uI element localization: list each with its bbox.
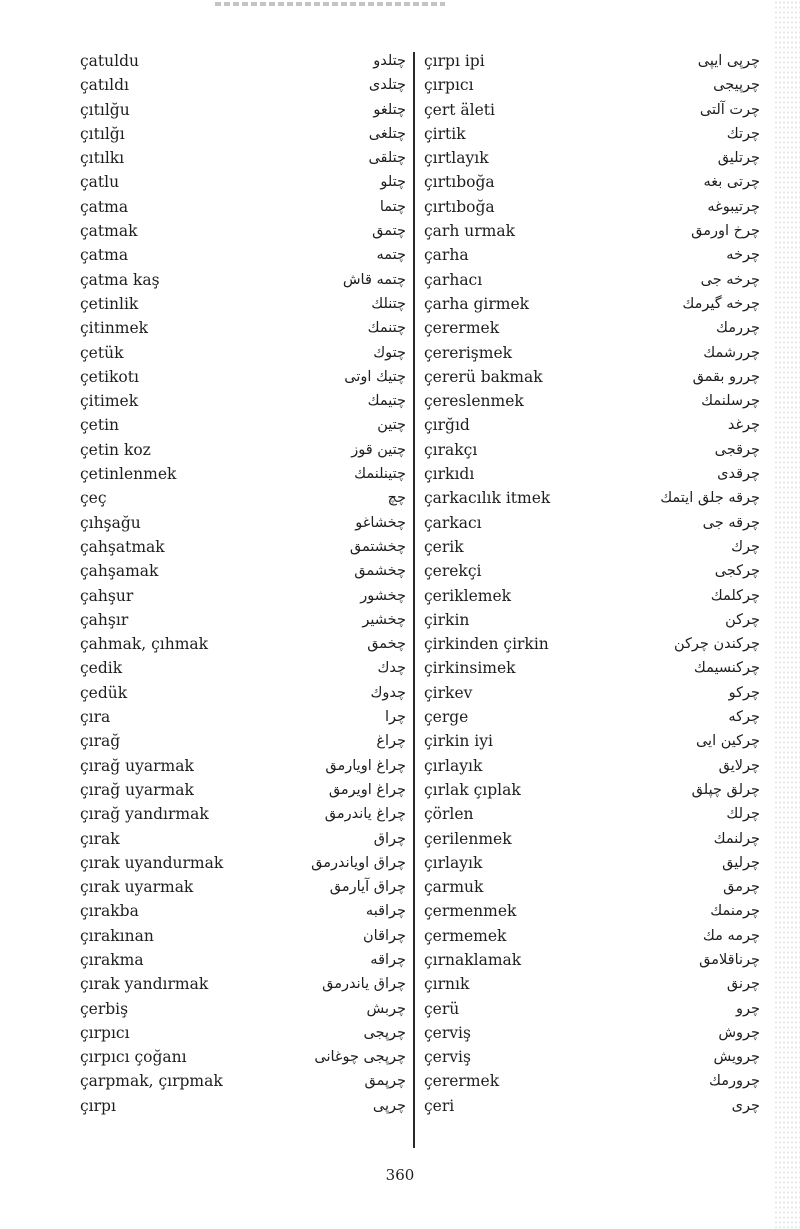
dictionary-entry [424, 924, 760, 948]
dictionary-entry [424, 49, 760, 73]
arabic-script-spelling: چتیك اوتی [344, 368, 406, 385]
headword: çahşamak [80, 562, 159, 581]
dictionary-entry [80, 486, 410, 510]
arabic-script-spelling: چراغ یاندرمق [324, 806, 406, 823]
arabic-script-spelling: چدك [377, 660, 406, 677]
arabic-script-spelling: چراغ [376, 733, 406, 750]
arabic-script-spelling: چتوك [373, 344, 406, 361]
arabic-script-spelling: چرك [731, 538, 760, 555]
arabic-script-spelling: چرقه جلق ایتمك [660, 490, 760, 507]
arabic-script-spelling: چرپمق [364, 1073, 406, 1090]
headword: çerviş [424, 1048, 471, 1067]
column-divider [413, 52, 415, 1148]
dictionary-entry [80, 195, 410, 219]
arabic-script-spelling: چخمق [367, 636, 406, 653]
dictionary-entry [80, 705, 410, 729]
dictionary-entry [424, 219, 760, 243]
arabic-script-spelling: چرپی ایپی [697, 53, 760, 69]
arabic-script-spelling: چركجی [714, 563, 760, 580]
headword: çerermek [424, 1072, 500, 1091]
headword: çermemek [424, 926, 507, 945]
headword: çırkıdı [424, 465, 475, 484]
arabic-script-spelling: چراقبه [365, 903, 406, 920]
arabic-script-spelling: چرخه گیرمك [682, 295, 760, 312]
headword: çetük [80, 343, 124, 362]
arabic-script-spelling: چتلغو [373, 101, 406, 118]
arabic-script-spelling: چرلك [726, 806, 760, 823]
dictionary-entry [424, 73, 760, 97]
dictionary-entry [424, 997, 760, 1021]
arabic-script-spelling: چرو [736, 1000, 760, 1017]
arabic-script-spelling: چراق اویاندرمق [311, 854, 406, 871]
dictionary-entry [80, 438, 410, 462]
dictionary-entry [80, 899, 410, 923]
dictionary-entry [424, 1045, 760, 1069]
dictionary-entry [424, 559, 760, 583]
arabic-script-spelling: چتین [377, 417, 406, 434]
arabic-script-spelling: چخشاغو [355, 514, 406, 531]
dictionary-entry [80, 681, 410, 705]
arabic-script-spelling: چركنسیمك [693, 660, 760, 677]
arabic-script-spelling: چركن [725, 611, 760, 628]
dictionary-entry [80, 972, 410, 996]
arabic-script-spelling: چررو بقمق [692, 368, 760, 385]
arabic-script-spelling: چرمه مك [702, 927, 760, 944]
arabic-script-spelling: چرقه جی [702, 514, 760, 531]
dictionary-entry [80, 413, 410, 437]
dictionary-entry [424, 389, 760, 413]
dictionary-entry [80, 462, 410, 486]
dictionary-entry [424, 486, 760, 510]
headword: çırak uyandurmak [80, 853, 224, 872]
headword: çetikotı [80, 367, 139, 386]
arabic-script-spelling: چتیمك [367, 393, 406, 410]
headword: çırpıcı [424, 76, 474, 95]
dictionary-entry [80, 122, 410, 146]
arabic-script-spelling: چرپیجی [713, 77, 760, 94]
headword: çirkin [424, 610, 470, 629]
dictionary-entry [424, 1021, 760, 1045]
headword: çörlen [424, 805, 474, 824]
arabic-script-spelling: چدوك [370, 684, 406, 701]
left-column [80, 49, 410, 1118]
arabic-script-spelling: چرخه [726, 247, 760, 264]
headword: çıtılkı [80, 149, 125, 168]
arabic-script-spelling: چرپجی چوغانی [314, 1049, 406, 1066]
arabic-script-spelling: چتنمك [367, 320, 406, 337]
headword: çitimek [80, 392, 139, 411]
headword: çerilenmek [424, 829, 512, 848]
headword: çeriklemek [424, 586, 512, 605]
dictionary-entry [424, 462, 760, 486]
dictionary-entry [80, 559, 410, 583]
headword: çererişmek [424, 343, 513, 362]
arabic-script-spelling: چرخه جی [700, 271, 760, 288]
dictionary-entry [80, 608, 410, 632]
headword: çırağ uyarmak [80, 756, 194, 775]
dictionary-entry [80, 1069, 410, 1093]
headword: çarhacı [424, 270, 483, 289]
arabic-script-spelling: چتلقی [368, 150, 406, 167]
dictionary-entry [80, 365, 410, 389]
dictionary-entry [80, 243, 410, 267]
headword: çarha girmek [424, 294, 530, 313]
dictionary-entry [424, 778, 760, 802]
dictionary-entry [80, 146, 410, 170]
dictionary-entry [80, 948, 410, 972]
arabic-script-spelling: چتمق [372, 223, 406, 240]
arabic-script-spelling: چتلو [380, 174, 406, 191]
headword: çeri [424, 1096, 455, 1115]
headword: çatma kaş [80, 270, 160, 289]
headword: çerviş [424, 1023, 471, 1042]
headword: çarpmak, çırpmak [80, 1072, 223, 1091]
arabic-script-spelling: چرپی [372, 1097, 406, 1114]
dictionary-entry [80, 827, 410, 851]
headword: çedik [80, 659, 123, 678]
arabic-script-spelling: چررمك [716, 320, 760, 337]
arabic-script-spelling: چركلمك [710, 587, 760, 604]
headword: çereslenmek [424, 392, 524, 411]
headword: çırnaklamak [424, 950, 522, 969]
headword: çırakınan [80, 926, 154, 945]
right-column [424, 49, 760, 1118]
headword: çatma [80, 197, 129, 216]
headword: çıra [80, 708, 111, 727]
dictionary-entry [80, 341, 410, 365]
dictionary-entry [424, 705, 760, 729]
headword: çatma [80, 246, 129, 265]
dictionary-entry [424, 1069, 760, 1093]
scan-artifact-top [215, 2, 445, 6]
arabic-script-spelling: چرتك [726, 125, 760, 142]
dictionary-entry [80, 1021, 410, 1045]
headword: çırnık [424, 975, 470, 994]
arabic-script-spelling: چخشمق [354, 563, 406, 580]
headword: çırağ [80, 732, 121, 751]
dictionary-entry [424, 292, 760, 316]
dictionary-entry [80, 632, 410, 656]
arabic-script-spelling: چتلدو [373, 53, 406, 69]
headword: çırlayık [424, 756, 483, 775]
arabic-script-spelling: چرنق [726, 976, 760, 993]
headword: çerermek [424, 319, 500, 338]
arabic-script-spelling: چرا [385, 709, 406, 726]
headword: çırpı ipi [424, 52, 485, 70]
arabic-script-spelling: چروش [718, 1024, 760, 1041]
headword: çirtik [424, 124, 466, 143]
dictionary-entry [80, 511, 410, 535]
arabic-script-spelling: چررشمك [703, 344, 760, 361]
arabic-script-spelling: چراغ اویارمق [325, 757, 406, 774]
headword: çırğıd [424, 416, 470, 435]
dictionary-entry [80, 584, 410, 608]
arabic-script-spelling: چخشور [360, 587, 406, 604]
headword: çirkin iyi [424, 732, 493, 751]
headword: çırpıcı [80, 1023, 130, 1042]
headword: çahşatmak [80, 537, 165, 556]
dictionary-entry [424, 146, 760, 170]
headword: çerbiş [80, 999, 129, 1018]
dictionary-entry [424, 195, 760, 219]
headword: çetinlenmek [80, 465, 177, 484]
headword: çererü bakmak [424, 367, 543, 386]
arabic-script-spelling: چتمه قاش [342, 271, 406, 288]
page-number: 360 [385, 1166, 415, 1184]
dictionary-entry [424, 875, 760, 899]
dictionary-entry [80, 170, 410, 194]
headword: çirkev [424, 683, 473, 702]
headword: çetin koz [80, 440, 151, 459]
headword: çırtıboğa [424, 173, 495, 192]
headword: çitinmek [80, 319, 149, 338]
arabic-script-spelling: چرخ اورمق [691, 223, 760, 240]
arabic-script-spelling: چرپجی [363, 1024, 406, 1041]
dictionary-entry [424, 851, 760, 875]
headword: çetin [80, 416, 120, 435]
arabic-script-spelling: چرورمك [709, 1073, 760, 1090]
dictionary-entry [80, 219, 410, 243]
headword: çırtlayık [424, 149, 489, 168]
headword: çırtıboğa [424, 197, 495, 216]
arabic-script-spelling: چرتی بغه [703, 174, 760, 191]
arabic-script-spelling: چتینلنمك [354, 466, 406, 483]
headword: çırakma [80, 950, 144, 969]
headword: çırpıcı çoğanı [80, 1048, 187, 1067]
headword: çerge [424, 708, 469, 727]
arabic-script-spelling: چرسلنمك [701, 393, 760, 410]
arabic-script-spelling: چرقدی [717, 466, 760, 483]
headword: çırağ yandırmak [80, 805, 209, 824]
dictionary-entry [424, 632, 760, 656]
headword: çırak [80, 829, 120, 848]
headword: çırpı [80, 1096, 116, 1115]
arabic-script-spelling: چرلق چپلق [691, 781, 760, 798]
headword: çert äleti [424, 100, 495, 119]
dictionary-entry [80, 316, 410, 340]
headword: çırak uyarmak [80, 878, 194, 897]
dictionary-entry [424, 754, 760, 778]
headword: çırağ uyarmak [80, 780, 194, 799]
arabic-script-spelling: چتمه [376, 247, 406, 264]
arabic-script-spelling: چرمق [723, 879, 760, 896]
headword: çermenmek [424, 902, 517, 921]
dictionary-entry [80, 754, 410, 778]
dictionary-entry [424, 535, 760, 559]
dictionary-entry [424, 413, 760, 437]
dictionary-entry [80, 49, 410, 73]
arabic-script-spelling: چرلیق [722, 854, 760, 871]
dictionary-entry [424, 802, 760, 826]
headword: çırlak çıplak [424, 780, 521, 799]
arabic-script-spelling: چراق یاندرمق [322, 976, 406, 993]
arabic-script-spelling: چرتلیق [717, 150, 760, 167]
headword: çarha [424, 246, 469, 265]
arabic-script-spelling: چركین ایی [695, 733, 760, 750]
headword: çarkacı [424, 513, 482, 532]
arabic-script-spelling: چراقه [370, 951, 406, 968]
arabic-script-spelling: چرناقلامق [699, 951, 760, 968]
dictionary-entry [424, 122, 760, 146]
arabic-script-spelling: چربش [366, 1000, 406, 1017]
dictionary-entry [80, 535, 410, 559]
arabic-script-spelling: چرلایق [718, 757, 760, 774]
dictionary-entry [80, 73, 410, 97]
dictionary-entry [424, 98, 760, 122]
headword: çarh urmak [424, 222, 515, 241]
dictionary-entry [80, 98, 410, 122]
dictionary-entry [424, 243, 760, 267]
headword: çatıldı [80, 76, 129, 95]
arabic-script-spelling: چركندن چركن [673, 636, 760, 653]
arabic-script-spelling: چراقان [363, 927, 406, 944]
headword: çıtılğu [80, 100, 130, 119]
headword: çıtılğı [80, 124, 125, 143]
dictionary-entry [80, 778, 410, 802]
headword: çırakçı [424, 440, 478, 459]
headword: çatlu [80, 173, 120, 192]
arabic-script-spelling: چركو [728, 684, 760, 701]
arabic-script-spelling: چراق آیارمق [329, 879, 406, 896]
dictionary-entry [424, 268, 760, 292]
headword: çatuldu [80, 52, 139, 70]
arabic-script-spelling: چرت آلتی [699, 101, 760, 118]
scan-edge-speckle [774, 0, 800, 1229]
headword: çıhşağu [80, 513, 141, 532]
dictionary-entry [80, 656, 410, 680]
arabic-script-spelling: چركه [728, 709, 760, 726]
dictionary-entry [80, 802, 410, 826]
headword: çeç [80, 489, 107, 508]
headword: çarkacılık itmek [424, 489, 551, 508]
dictionary-entry [424, 681, 760, 705]
dictionary-entry [424, 972, 760, 996]
dictionary-entry [80, 268, 410, 292]
arabic-script-spelling: چتنلك [371, 295, 406, 312]
headword: çerik [424, 537, 464, 556]
arabic-script-spelling: چچ [387, 490, 406, 507]
dictionary-entry [424, 827, 760, 851]
headword: çahşır [80, 610, 129, 629]
dictionary-entry [80, 997, 410, 1021]
dictionary-entry [424, 511, 760, 535]
dictionary-entry [424, 316, 760, 340]
headword: çırlayık [424, 853, 483, 872]
dictionary-entry [424, 608, 760, 632]
arabic-script-spelling: چرلنمك [713, 830, 760, 847]
arabic-script-spelling: چتلدی [368, 77, 406, 94]
arabic-script-spelling: چتما [379, 198, 406, 215]
headword: çırak yandırmak [80, 975, 209, 994]
dictionary-entry [424, 1094, 760, 1118]
arabic-script-spelling: چتین قوز [351, 441, 406, 458]
arabic-script-spelling: چرتیبوغه [707, 198, 760, 215]
headword: çerekçi [424, 562, 482, 581]
headword: çetinlik [80, 294, 139, 313]
arabic-script-spelling: چخشیر [362, 611, 406, 628]
dictionary-entry [424, 584, 760, 608]
dictionary-entry [80, 851, 410, 875]
arabic-script-spelling: چراق [373, 830, 406, 847]
dictionary-entry [424, 948, 760, 972]
headword: çirkinden çirkin [424, 635, 549, 654]
arabic-script-spelling: چتلغی [368, 125, 406, 142]
arabic-script-spelling: چرمنمك [710, 903, 760, 920]
dictionary-entry [80, 1094, 410, 1118]
headword: çırakba [80, 902, 139, 921]
arabic-script-spelling: چخشتمق [349, 538, 406, 555]
dictionary-entry [424, 899, 760, 923]
headword: çahmak, çıhmak [80, 635, 209, 654]
dictionary-entry [80, 292, 410, 316]
headword: çarmuk [424, 878, 484, 897]
arabic-script-spelling: چرقجی [714, 441, 760, 458]
dictionary-entry [80, 389, 410, 413]
headword: çatmak [80, 222, 138, 241]
dictionary-entry [424, 170, 760, 194]
headword: çahşur [80, 586, 134, 605]
dictionary-entry [80, 729, 410, 753]
dictionary-entry [424, 438, 760, 462]
arabic-script-spelling: چری [731, 1097, 760, 1114]
dictionary-entry [424, 341, 760, 365]
dictionary-entry [424, 729, 760, 753]
arabic-script-spelling: چرغد [727, 417, 760, 434]
dictionary-entry [424, 365, 760, 389]
arabic-script-spelling: چراغ اویرمق [328, 781, 406, 798]
dictionary-entry [80, 875, 410, 899]
arabic-script-spelling: چرویش [713, 1049, 760, 1066]
dictionary-entry [80, 924, 410, 948]
dictionary-entry [80, 1045, 410, 1069]
headword: çerü [424, 999, 460, 1018]
headword: çedük [80, 683, 128, 702]
dictionary-entry [424, 656, 760, 680]
headword: çirkinsimek [424, 659, 516, 678]
